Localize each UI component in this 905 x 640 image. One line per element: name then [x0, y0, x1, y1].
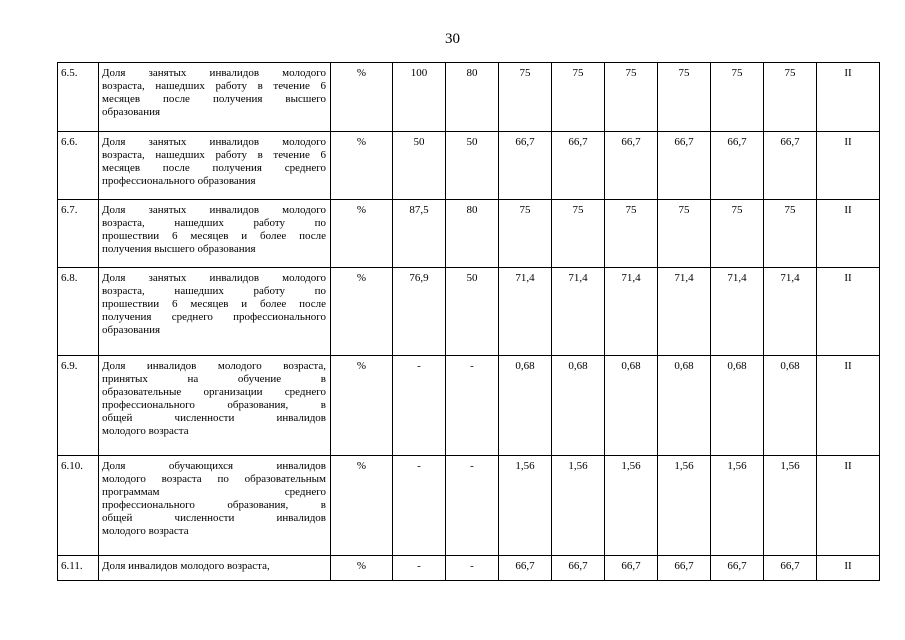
- value-cell: 80: [446, 63, 499, 132]
- description-line: возраста, нашедших работу по: [102, 285, 326, 297]
- description-line: общей численности инвалидов: [102, 412, 326, 424]
- description-line: общей численности инвалидов: [102, 512, 326, 524]
- value-cell: 50: [393, 132, 446, 200]
- unit-cell: %: [331, 456, 393, 556]
- description-line: Доля обучающихся инвалидов: [102, 460, 326, 472]
- value-cell: -: [446, 556, 499, 581]
- value-cell: 0,68: [711, 356, 764, 456]
- value-cell: 66,7: [764, 556, 817, 581]
- value-cell: 71,4: [764, 268, 817, 356]
- level-cell: II: [817, 268, 880, 356]
- row-number: 6.5.: [58, 63, 99, 132]
- indicator-description: [99, 356, 331, 456]
- value-cell: 75: [605, 63, 658, 132]
- value-cell: 1,56: [658, 456, 711, 556]
- level-cell: II: [817, 556, 880, 581]
- value-cell: 80: [446, 200, 499, 268]
- row-number: 6.9.: [58, 356, 99, 456]
- value-cell: 75: [658, 200, 711, 268]
- value-cell: 66,7: [499, 132, 552, 200]
- value-cell: 71,4: [499, 268, 552, 356]
- value-cell: 0,68: [658, 356, 711, 456]
- value-cell: 1,56: [499, 456, 552, 556]
- table-row: [58, 200, 880, 268]
- table-row: [58, 268, 880, 356]
- value-cell: 1,56: [711, 456, 764, 556]
- value-cell: 71,4: [711, 268, 764, 356]
- description-line: молодого возраста: [102, 525, 189, 537]
- indicator-description: [99, 268, 331, 356]
- value-cell: 75: [764, 200, 817, 268]
- description-line: Доля инвалидов молодого возраста,: [102, 560, 270, 572]
- level-cell: II: [817, 200, 880, 268]
- description-line: получения среднего профессионального: [102, 311, 326, 323]
- indicator-description: [99, 132, 331, 200]
- value-cell: 75: [711, 200, 764, 268]
- value-cell: 87,5: [393, 200, 446, 268]
- unit-cell: %: [331, 200, 393, 268]
- value-cell: 66,7: [499, 556, 552, 581]
- level-cell: II: [817, 132, 880, 200]
- description-line: Доля инвалидов молодого возраста,: [102, 360, 326, 372]
- unit-cell: %: [331, 356, 393, 456]
- description-line: получения высшего образования: [102, 243, 256, 255]
- table-row: [58, 132, 880, 200]
- table-row: [58, 456, 880, 556]
- value-cell: 50: [446, 268, 499, 356]
- table-row: [58, 356, 880, 456]
- value-cell: 76,9: [393, 268, 446, 356]
- value-cell: 75: [499, 63, 552, 132]
- value-cell: 1,56: [764, 456, 817, 556]
- indicators-table: [57, 62, 880, 581]
- value-cell: 75: [499, 200, 552, 268]
- unit-cell: %: [331, 132, 393, 200]
- value-cell: 66,7: [552, 132, 605, 200]
- description-line: профессионального образования, в: [102, 399, 326, 411]
- description-line: прошествии 6 месяцев и более после: [102, 230, 326, 242]
- description-line: Доля занятых инвалидов молодого: [102, 272, 326, 284]
- description-line: образования: [102, 106, 161, 118]
- value-cell: 66,7: [552, 556, 605, 581]
- value-cell: 100: [393, 63, 446, 132]
- row-number: 6.11.: [58, 556, 99, 581]
- description-line: образовательные организации среднего: [102, 386, 326, 398]
- value-cell: 1,56: [552, 456, 605, 556]
- description-line: возраста, нашедших работу в течение 6: [102, 80, 326, 92]
- indicator-description: [99, 456, 331, 556]
- table-row: [58, 63, 880, 132]
- value-cell: 71,4: [552, 268, 605, 356]
- value-cell: 66,7: [711, 132, 764, 200]
- value-cell: 66,7: [605, 556, 658, 581]
- description-line: молодого возраста по образовательным: [102, 473, 326, 485]
- description-line: принятых на обучение в: [102, 373, 326, 385]
- unit-cell: %: [331, 268, 393, 356]
- description-line: возраста, нашедших работу по: [102, 217, 326, 229]
- value-cell: -: [446, 356, 499, 456]
- value-cell: 50: [446, 132, 499, 200]
- value-cell: 0,68: [552, 356, 605, 456]
- value-cell: 66,7: [605, 132, 658, 200]
- value-cell: 66,7: [711, 556, 764, 581]
- row-number: 6.8.: [58, 268, 99, 356]
- description-line: Доля занятых инвалидов молодого: [102, 136, 326, 148]
- value-cell: 0,68: [605, 356, 658, 456]
- table-row: [58, 556, 880, 581]
- level-cell: II: [817, 356, 880, 456]
- description-line: профессионального образования: [102, 175, 256, 187]
- description-line: профессионального образования, в: [102, 499, 326, 511]
- value-cell: -: [393, 356, 446, 456]
- value-cell: 1,56: [605, 456, 658, 556]
- indicator-description: [99, 556, 331, 581]
- description-line: образования: [102, 324, 161, 336]
- value-cell: 0,68: [764, 356, 817, 456]
- table-body: [58, 63, 880, 581]
- description-line: месяцев после получения среднего: [102, 162, 326, 174]
- value-cell: 75: [711, 63, 764, 132]
- indicator-description: [99, 63, 331, 132]
- value-cell: 0,68: [499, 356, 552, 456]
- value-cell: 75: [764, 63, 817, 132]
- row-number: 6.10.: [58, 456, 99, 556]
- description-line: возраста, нашедших работу в течение 6: [102, 149, 326, 161]
- level-cell: II: [817, 456, 880, 556]
- description-line: месяцев после получения высшего: [102, 93, 326, 105]
- value-cell: 71,4: [605, 268, 658, 356]
- value-cell: 71,4: [658, 268, 711, 356]
- description-line: программам среднего: [102, 486, 326, 498]
- description-line: прошествии 6 месяцев и более после: [102, 298, 326, 310]
- unit-cell: %: [331, 556, 393, 581]
- row-number: 6.6.: [58, 132, 99, 200]
- level-cell: II: [817, 63, 880, 132]
- unit-cell: %: [331, 63, 393, 132]
- description-line: Доля занятых инвалидов молодого: [102, 67, 326, 79]
- value-cell: 75: [658, 63, 711, 132]
- page-number: 30: [445, 31, 460, 47]
- value-cell: 66,7: [764, 132, 817, 200]
- value-cell: 75: [552, 63, 605, 132]
- row-number: 6.7.: [58, 200, 99, 268]
- description-line: Доля занятых инвалидов молодого: [102, 204, 326, 216]
- indicator-description: [99, 200, 331, 268]
- value-cell: -: [393, 456, 446, 556]
- description-line: молодого возраста: [102, 425, 189, 437]
- value-cell: -: [393, 556, 446, 581]
- value-cell: 66,7: [658, 132, 711, 200]
- value-cell: 75: [552, 200, 605, 268]
- value-cell: 75: [605, 200, 658, 268]
- value-cell: 66,7: [658, 556, 711, 581]
- value-cell: -: [446, 456, 499, 556]
